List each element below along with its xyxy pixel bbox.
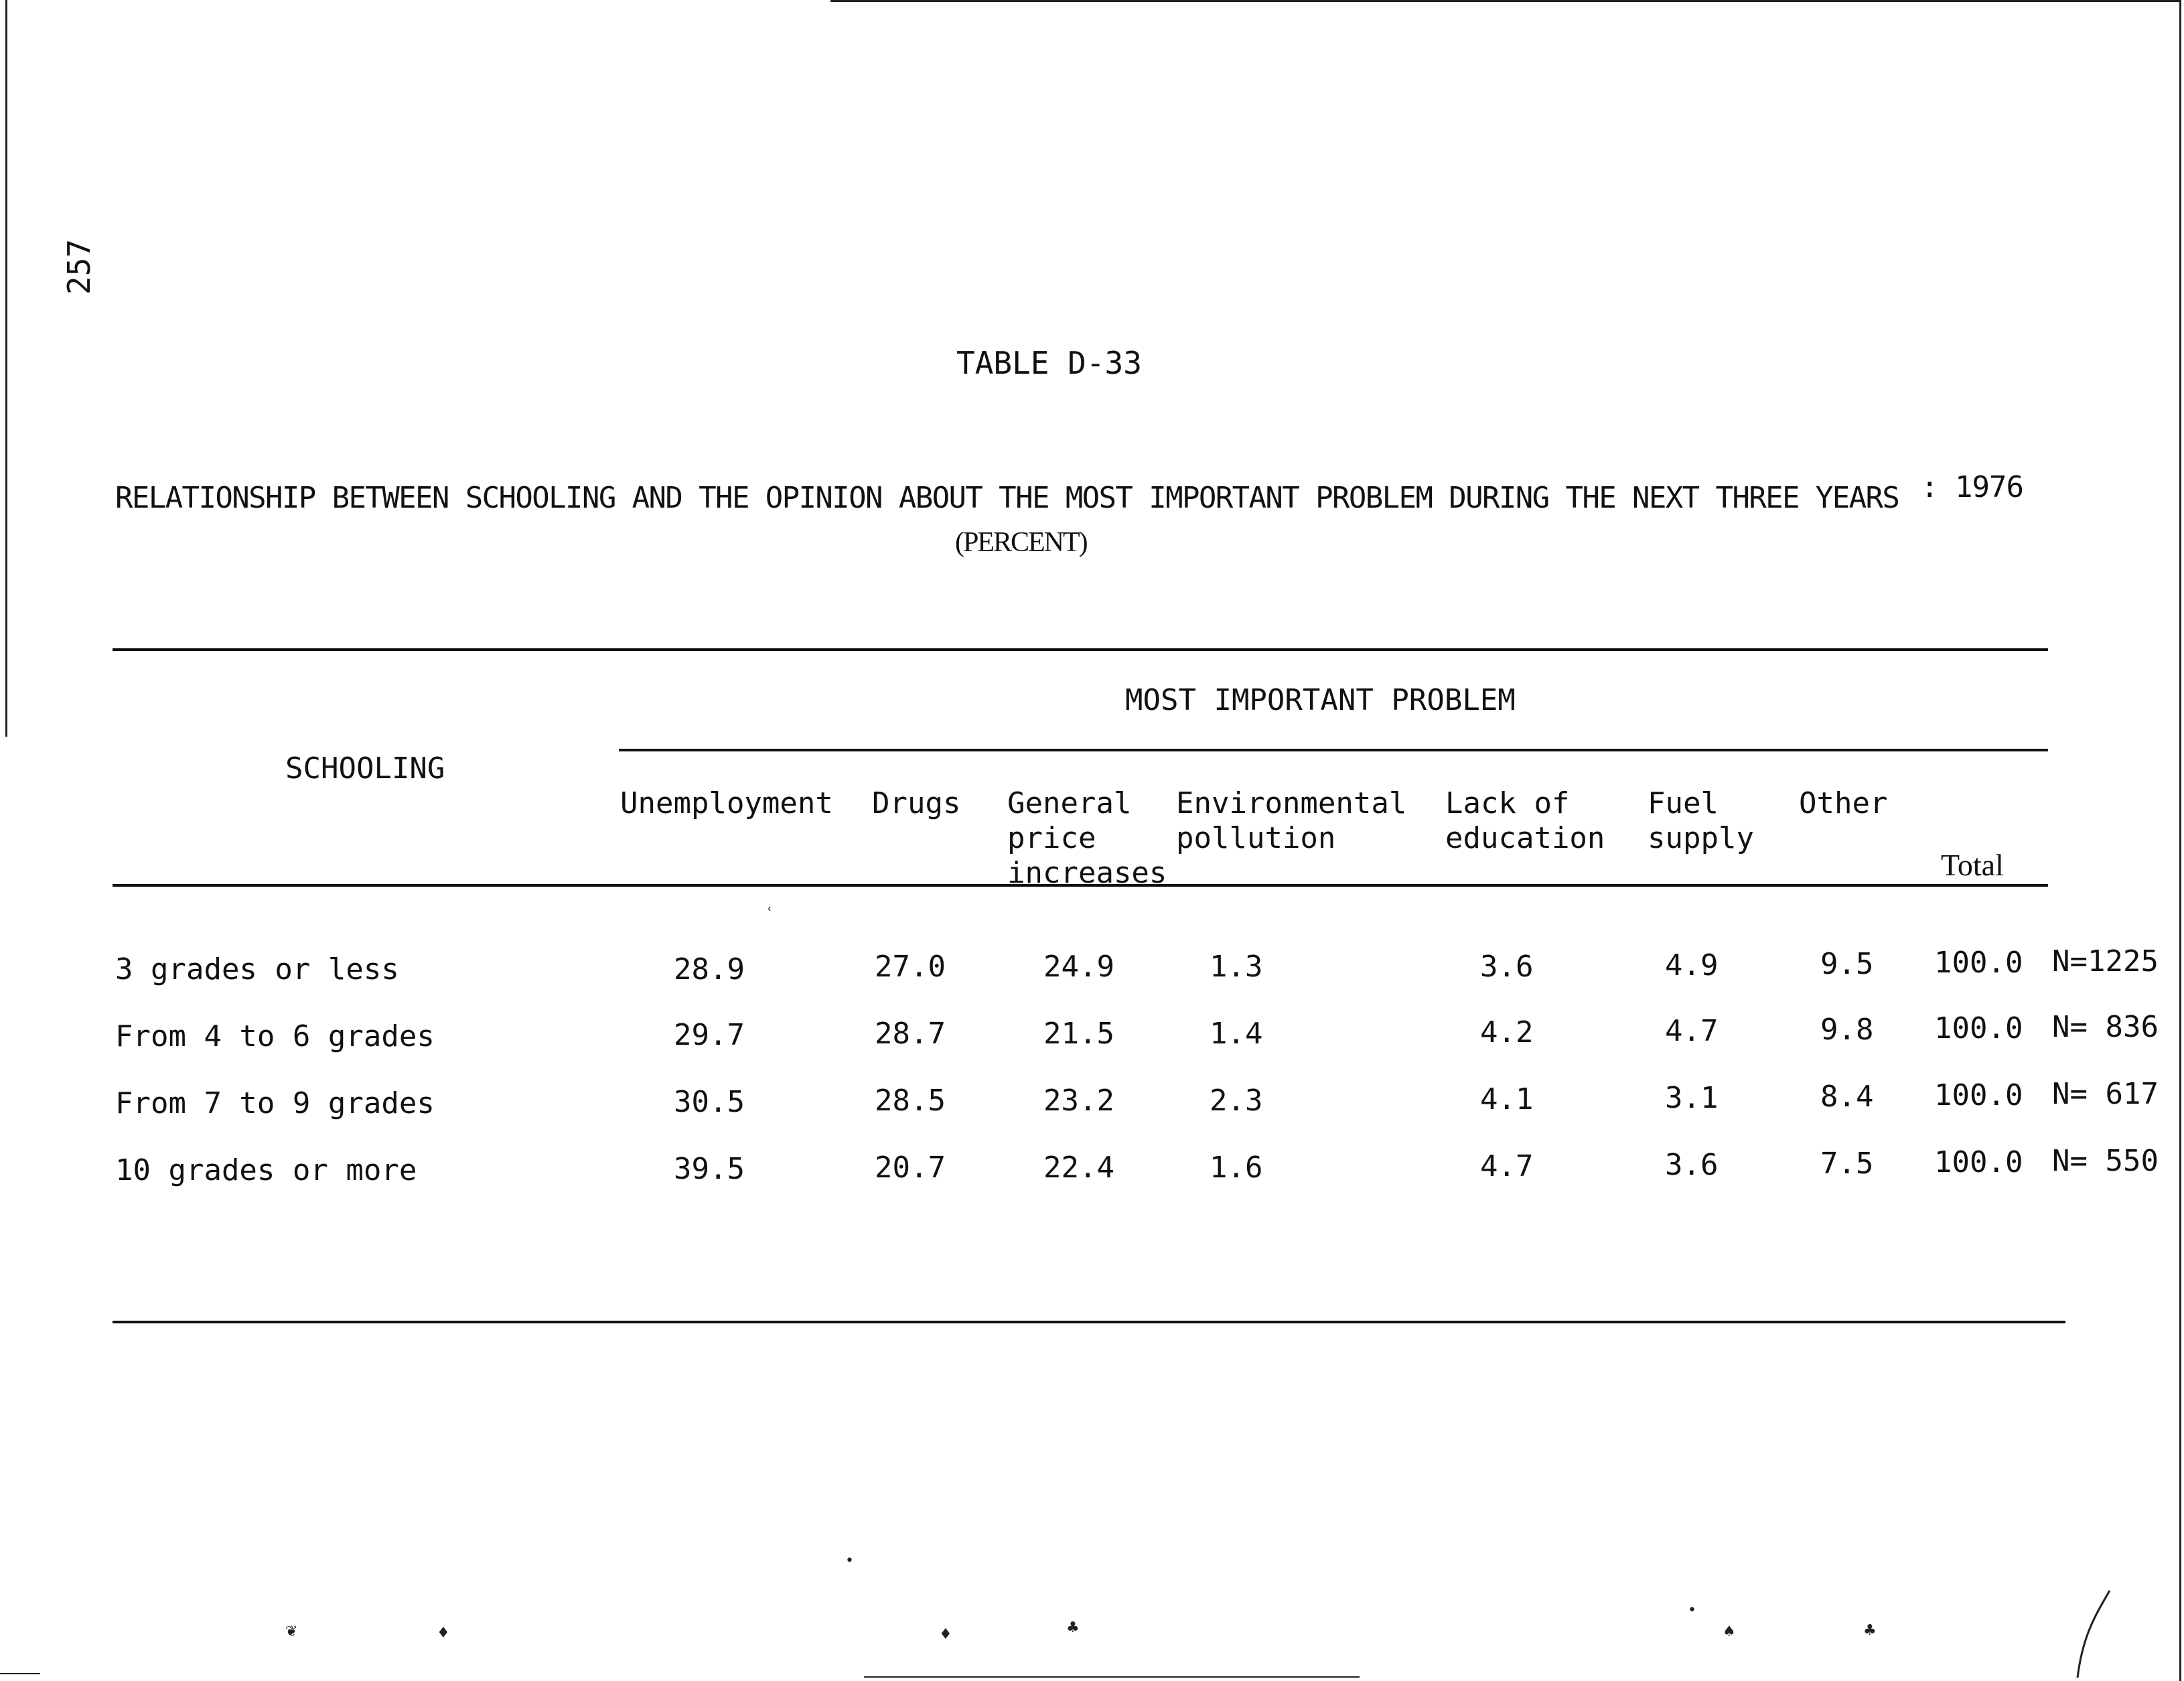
scan-speck: ❦ — [285, 1623, 298, 1640]
cell-environmental-pollution: 1.3 — [1210, 950, 1263, 984]
cell-environmental-pollution: 1.4 — [1210, 1017, 1263, 1051]
row-header-schooling: SCHOOLING — [285, 751, 445, 786]
cell-lack-of-education: 4.1 — [1480, 1082, 1534, 1116]
cell-other: 9.8 — [1820, 1013, 1874, 1047]
cell-sample-size: N= 550 — [2052, 1144, 2159, 1178]
table-title-year: : 1976 — [1921, 470, 2023, 504]
cell-general-price-increases: 24.9 — [1043, 950, 1114, 984]
cell-sample-size: N=1225 — [2052, 944, 2159, 978]
cell-sample-size: N= 617 — [2052, 1077, 2159, 1111]
cell-drugs: 28.7 — [875, 1017, 946, 1051]
cell-environmental-pollution: 1.6 — [1210, 1151, 1263, 1185]
cell-lack-of-education: 3.6 — [1480, 950, 1534, 984]
cell-fuel-supply: 3.1 — [1665, 1081, 1719, 1115]
bottom-rule — [113, 1321, 2065, 1323]
cell-drugs: 27.0 — [875, 950, 946, 984]
scan-edge-top — [830, 0, 2181, 2]
cell-total: 100.0 — [1934, 1145, 2023, 1179]
cell-general-price-increases: 21.5 — [1043, 1017, 1114, 1051]
column-header-lack-of-education: Lack of education — [1445, 786, 1605, 855]
cell-lack-of-education: 4.2 — [1480, 1015, 1534, 1049]
cell-unemployment: 29.7 — [674, 1018, 745, 1052]
scan-speck: ♦ — [939, 1626, 952, 1643]
cell-unemployment: 39.5 — [674, 1152, 745, 1186]
scan-speck: • — [845, 1552, 854, 1569]
scan-speck: ♦ — [437, 1625, 450, 1641]
cell-unemployment: 28.9 — [674, 952, 745, 986]
column-header-fuel-supply: Fuel supply — [1648, 786, 1754, 855]
group-header-most-important-problem: MOST IMPORTANT PROBLEM — [1125, 683, 1516, 717]
scan-edge-bottom-left — [0, 1673, 40, 1674]
row-label: 3 grades or less — [115, 952, 399, 986]
cell-drugs: 28.5 — [875, 1084, 946, 1118]
column-header-other: Other — [1799, 786, 1888, 820]
cell-general-price-increases: 23.2 — [1043, 1084, 1114, 1118]
cell-total: 100.0 — [1934, 1011, 2023, 1045]
scan-speck: ♠ — [1723, 1623, 1736, 1640]
row-label: From 7 to 9 grades — [115, 1086, 435, 1120]
column-header-drugs: Drugs — [872, 786, 961, 820]
table-label: TABLE D-33 — [956, 345, 1142, 381]
column-header-general-price-increases: General price increases — [1007, 786, 1167, 890]
cell-fuel-supply: 3.6 — [1665, 1148, 1719, 1182]
scan-edge-bottom — [864, 1676, 1360, 1678]
cell-drugs: 20.7 — [875, 1151, 946, 1185]
cell-fuel-supply: 4.9 — [1665, 948, 1719, 982]
table-subtitle: (PERCENT) — [955, 527, 1087, 558]
page-number: 257 — [61, 238, 97, 295]
cell-other: 7.5 — [1820, 1147, 1874, 1181]
scan-edge-right — [2179, 0, 2181, 1681]
cell-total: 100.0 — [1934, 946, 2023, 980]
scan-speck: ♣ — [1863, 1622, 1877, 1639]
group-header-rule — [619, 749, 2048, 751]
cell-environmental-pollution: 2.3 — [1210, 1084, 1263, 1118]
cell-other: 9.5 — [1820, 947, 1874, 981]
table-title: RELATIONSHIP BETWEEN SCHOOLING AND THE OPINION ABOUT THE MOST IMPORTANT PROBLEM DURING THE NEXT THREE YEARS — [115, 481, 1899, 515]
cell-other: 8.4 — [1820, 1080, 1874, 1114]
cell-lack-of-education: 4.7 — [1480, 1149, 1534, 1183]
column-header-unemployment: Unemployment — [620, 786, 833, 820]
scan-speck: ♣ — [1066, 1619, 1080, 1636]
scan-mark: ʿ — [768, 905, 772, 922]
cell-unemployment: 30.5 — [674, 1085, 745, 1119]
column-header-total: Total — [1941, 848, 2004, 882]
cell-general-price-increases: 22.4 — [1043, 1151, 1114, 1185]
cell-sample-size: N= 836 — [2052, 1010, 2159, 1044]
scan-edge-stroke — [2069, 1587, 2123, 1681]
row-label: From 4 to 6 grades — [115, 1019, 435, 1053]
column-header-environmental-pollution: Environmental pollution — [1176, 786, 1407, 855]
row-label: 10 grades or more — [115, 1153, 417, 1187]
cell-total: 100.0 — [1934, 1078, 2023, 1112]
scan-edge-left — [5, 0, 7, 737]
scan-speck: • — [1688, 1602, 1696, 1619]
cell-fuel-supply: 4.7 — [1665, 1014, 1719, 1048]
top-rule — [113, 648, 2048, 651]
